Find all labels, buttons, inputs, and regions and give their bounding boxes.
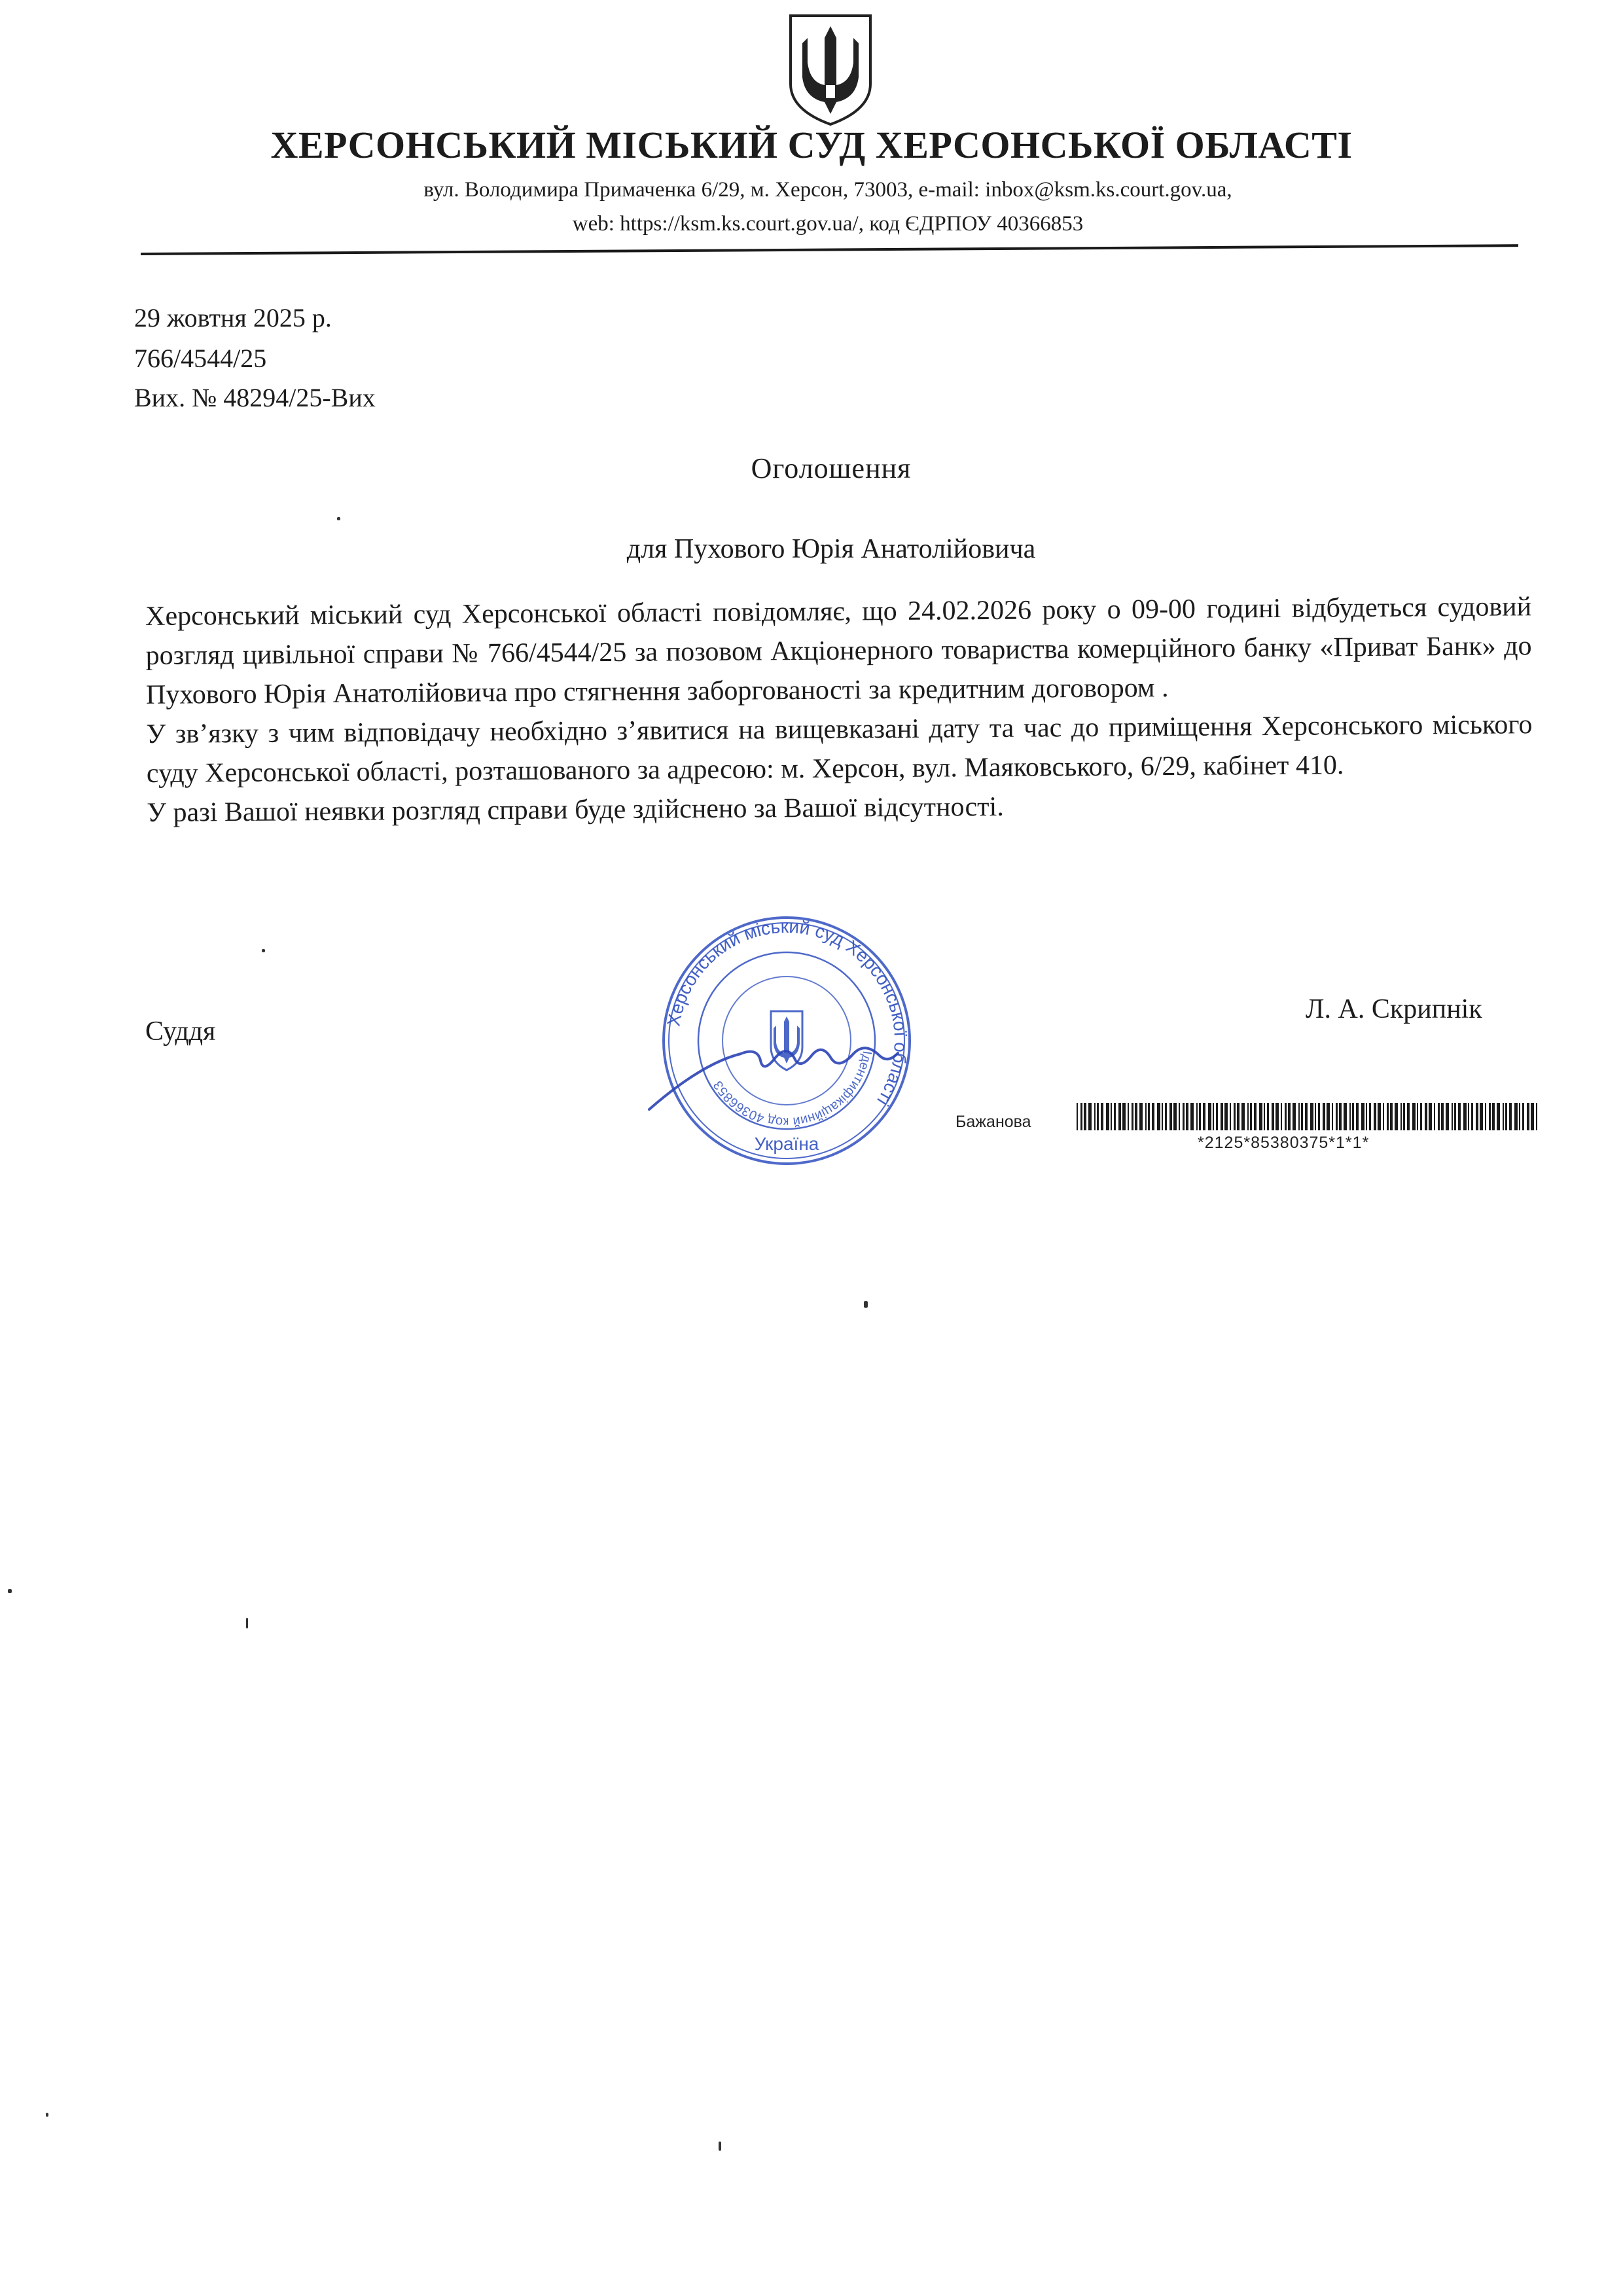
barcode-bar xyxy=(1323,1103,1325,1130)
barcode-bar xyxy=(1148,1103,1150,1130)
barcode-bar xyxy=(1179,1103,1180,1130)
barcode-bar xyxy=(1118,1103,1121,1130)
barcode-bar xyxy=(1088,1103,1092,1130)
stamp-outer-text: Херсонський міський суд Херсонської області xyxy=(663,916,912,1110)
barcode-bar xyxy=(1111,1103,1112,1130)
barcode-bar xyxy=(1369,1103,1371,1130)
court-address: вул. Володимира Примаченка 6/29, м. Херсон, 73003, e-mail: inbox@ksm.ks.court.gov.ua, xyxy=(423,178,1232,202)
barcode-bar xyxy=(1237,1103,1240,1130)
barcode-bar xyxy=(1454,1103,1456,1130)
document-barcode-icon xyxy=(1077,1103,1541,1130)
barcode-bar xyxy=(1203,1103,1205,1130)
barcode-bar xyxy=(1395,1103,1398,1130)
barcode-bar xyxy=(1145,1103,1147,1130)
barcode-bar xyxy=(1259,1103,1262,1130)
barcode-bar xyxy=(1463,1103,1467,1130)
barcode-bar xyxy=(1480,1103,1483,1130)
barcode-bar xyxy=(1332,1103,1333,1130)
barcode-bar xyxy=(1383,1103,1384,1130)
barcode-bar xyxy=(1213,1103,1214,1130)
barcode-bar xyxy=(1492,1103,1495,1130)
barcode-bar xyxy=(1247,1103,1249,1130)
barcode-bar xyxy=(1305,1103,1308,1130)
barcode-bar xyxy=(1080,1103,1082,1130)
barcode-bar xyxy=(1503,1103,1504,1130)
scan-speck xyxy=(46,2113,48,2117)
barcode-bar xyxy=(1374,1103,1376,1130)
barcode-bar xyxy=(1390,1103,1393,1130)
barcode-bar xyxy=(1254,1103,1257,1130)
barcode-bar xyxy=(1412,1103,1416,1130)
barcode-bar xyxy=(1531,1103,1534,1130)
announcement-title: Оголошення xyxy=(751,452,912,484)
barcode-bar xyxy=(1267,1103,1269,1130)
barcode-bar xyxy=(1275,1103,1279,1130)
barcode-bar xyxy=(1522,1103,1524,1130)
body-paragraph-absence: У разі Вашої неявки розгляд справи буде здійснено за Вашої відсутності. xyxy=(147,791,1004,828)
barcode-bar xyxy=(1366,1103,1367,1130)
barcode-bar xyxy=(1509,1103,1512,1130)
barcode-bar xyxy=(1285,1103,1287,1130)
barcode-bar xyxy=(1344,1103,1347,1130)
barcode-bar xyxy=(1173,1103,1177,1130)
barcode-bar xyxy=(1318,1103,1320,1130)
scan-speck xyxy=(246,1618,248,1628)
barcode-bar xyxy=(1135,1103,1137,1130)
body-paragraph-hearing: Херсонський міський суд Херсонської області повідомляє, що 24.02.2026 року о 09-00 годині відбудеться судовий розгляд цивільної справи № 766/4544/25 за позовом Акціонерного товариства комерційного банку «Приват Банк» до Пухового Юрія Анатолійовича про стягнення заборгованості за кредитним договором . xyxy=(145,592,1532,710)
barcode-bar xyxy=(1505,1103,1507,1130)
barcode-bar xyxy=(1301,1103,1303,1130)
barcode-bar xyxy=(1519,1103,1520,1130)
barcode-bar xyxy=(1407,1103,1410,1130)
barcode-bar xyxy=(1241,1103,1245,1130)
barcode-bar xyxy=(1152,1103,1154,1130)
barcode-bar xyxy=(1293,1103,1296,1130)
barcode-bar xyxy=(1349,1103,1351,1130)
barcode-bar xyxy=(1084,1103,1086,1130)
barcode-bar xyxy=(1361,1103,1364,1130)
barcode-bar xyxy=(1458,1103,1461,1130)
barcode-bar xyxy=(1250,1103,1252,1130)
barcode-bar xyxy=(1417,1103,1418,1130)
barcode-bar xyxy=(1352,1103,1354,1130)
barcode-bar xyxy=(1077,1103,1078,1130)
barcode-bar xyxy=(1497,1103,1500,1130)
barcode-bar xyxy=(1468,1103,1469,1130)
barcode-bar xyxy=(1132,1103,1133,1130)
barcode-bar xyxy=(1336,1103,1338,1130)
barcode-bar xyxy=(1527,1103,1529,1130)
barcode-bar xyxy=(1186,1103,1188,1130)
barcode-bar xyxy=(1485,1103,1486,1130)
barcode-bar xyxy=(1114,1103,1116,1130)
barcode-bar xyxy=(1327,1103,1330,1130)
barcode-bar xyxy=(1403,1103,1405,1130)
barcode-bar xyxy=(1536,1103,1537,1130)
barcode-bar xyxy=(1420,1103,1422,1130)
outgoing-number: Вих. № 48294/25-Вих xyxy=(134,383,376,412)
barcode-bar xyxy=(1128,1103,1129,1130)
header-divider xyxy=(141,244,1518,255)
barcode-bar xyxy=(1221,1103,1223,1130)
barcode-bar xyxy=(1106,1103,1109,1130)
scan-speck xyxy=(864,1301,868,1308)
barcode-bar xyxy=(1434,1103,1435,1130)
judge-name: Л. А. Скрипнік xyxy=(1306,994,1482,1024)
announcement-addressee: для Пухового Юрія Анатолійовича xyxy=(626,534,1036,564)
stamp-country: Україна xyxy=(754,1134,819,1154)
barcode-bar xyxy=(1157,1103,1160,1130)
barcode-bar xyxy=(1356,1103,1359,1130)
svg-text:Ідентифікаційний код 40366853 xyxy=(711,1050,874,1129)
barcode-bar xyxy=(1139,1103,1143,1130)
scan-speck xyxy=(8,1589,12,1593)
scan-speck xyxy=(262,949,265,952)
barcode-bar xyxy=(1094,1103,1096,1130)
barcode-bar xyxy=(1298,1103,1300,1130)
barcode-bar xyxy=(1230,1103,1231,1130)
barcode-bar xyxy=(1429,1103,1432,1130)
barcode-bar xyxy=(1224,1103,1228,1130)
barcode-bar xyxy=(1310,1103,1313,1130)
scan-speck xyxy=(719,2142,721,2151)
barcode-bar xyxy=(1288,1103,1291,1130)
barcode-bar xyxy=(1199,1103,1201,1130)
barcode-bar xyxy=(1169,1103,1172,1130)
document-date: 29 жовтня 2025 р. xyxy=(134,303,332,332)
barcode-bar xyxy=(1264,1103,1265,1130)
svg-text:Херсонський міський суд Херсон xyxy=(663,916,911,1109)
court-web-and-code: web: https://ksm.ks.court.gov.ua/, код ЄДРПОУ 40366853 xyxy=(572,212,1084,236)
barcode-bar xyxy=(1216,1103,1218,1130)
barcode-bar xyxy=(1471,1103,1473,1130)
barcode-bar xyxy=(1387,1103,1389,1130)
barcode-bar xyxy=(1196,1103,1198,1130)
barcode-bar xyxy=(1272,1103,1274,1130)
scan-speck xyxy=(337,517,340,520)
barcode-bar xyxy=(1514,1103,1518,1130)
barcode-bar xyxy=(1378,1103,1381,1130)
barcode-bar xyxy=(1400,1103,1402,1130)
case-number: 766/4544/25 xyxy=(134,344,267,373)
barcode-bar xyxy=(1315,1103,1316,1130)
barcode-bar xyxy=(1438,1103,1440,1130)
barcode-number: *2125*85380375*1*1* xyxy=(1198,1134,1370,1152)
barcode-bar xyxy=(1190,1103,1194,1130)
barcode-bar xyxy=(1162,1103,1163,1130)
barcode-bar xyxy=(1165,1103,1167,1130)
announcement-body xyxy=(145,587,1533,833)
barcode-bar xyxy=(1339,1103,1342,1130)
stamp-inner-text: Ідентифікаційний код 40366853 xyxy=(711,1050,874,1130)
barcode-bar xyxy=(1122,1103,1126,1130)
barcode-bar xyxy=(1183,1103,1185,1130)
barcode-bar xyxy=(1281,1103,1282,1130)
barcode-bar xyxy=(1476,1103,1478,1130)
court-seal-stamp xyxy=(623,913,950,1168)
barcode-bar xyxy=(1489,1103,1491,1130)
barcode-bar xyxy=(1446,1103,1449,1130)
barcode-bar xyxy=(1101,1103,1103,1130)
barcode-bar xyxy=(1234,1103,1236,1130)
barcode-bar xyxy=(1208,1103,1211,1130)
judge-role-label: Суддя xyxy=(145,1016,216,1047)
barcode-bar xyxy=(1425,1103,1427,1130)
body-paragraph-appearance: У зв’язку з чим відповідачу необхідно з’явитися на вищевказані дату та час до приміщення Херсонського міського суду Херсонської області, розташованого за адресою: м. Херсон, вул. Маяковського, 6/29, кабінет 410. xyxy=(146,709,1533,789)
trident-emblem-icon xyxy=(785,12,876,128)
barcode-bar xyxy=(1452,1103,1453,1130)
barcode-bar xyxy=(1097,1103,1099,1130)
court-name-heading: ХЕРСОНСЬКИЙ МІСЬКИЙ СУД ХЕРСОНСЬКОЇ ОБЛАСТІ xyxy=(270,124,1353,166)
barcode-bar xyxy=(1441,1103,1444,1130)
executor-name: Бажанова xyxy=(955,1113,1031,1131)
